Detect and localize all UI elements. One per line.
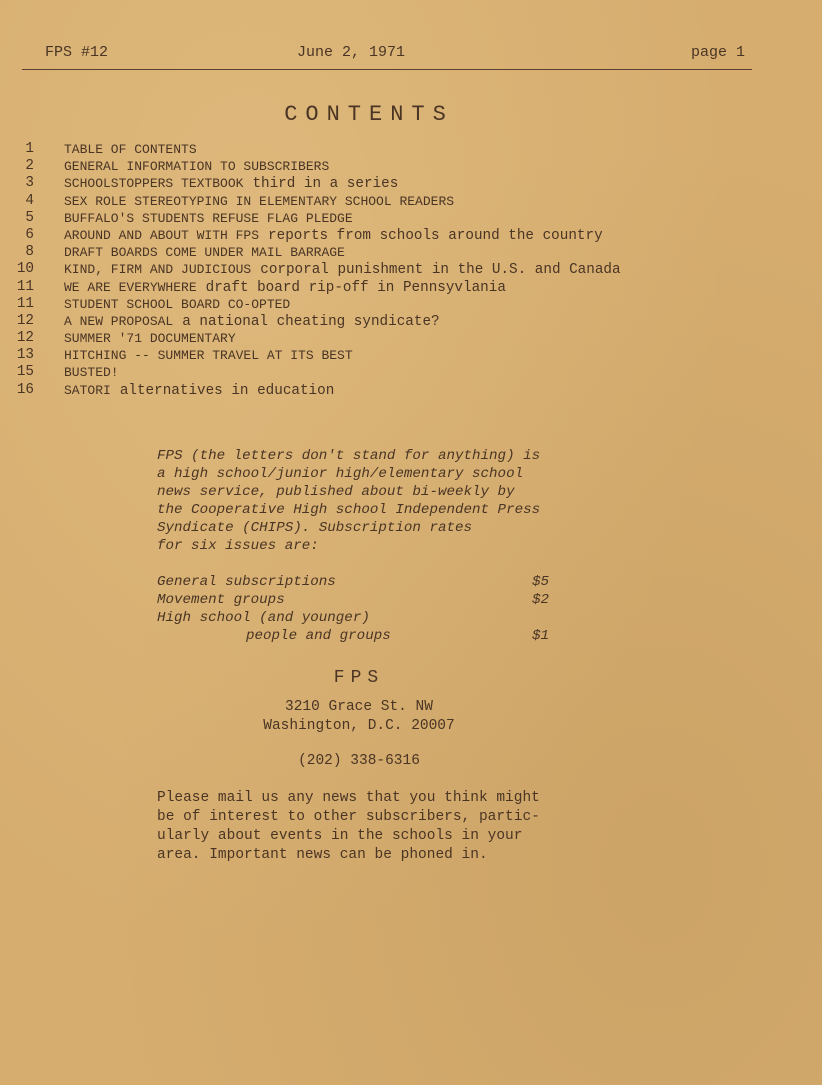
- rate-label: General subscriptions: [157, 574, 336, 590]
- toc-title: A NEW PROPOSAL: [64, 313, 174, 329]
- toc-title: TABLE OF CONTENTS: [64, 142, 197, 157]
- toc-entry: [0, 141, 822, 158]
- rate-row: [157, 627, 577, 645]
- contents-heading: CONTENTS: [284, 102, 454, 127]
- toc-title-line: [64, 158, 329, 176]
- toc-page-number: 16: [16, 381, 34, 398]
- toc-entry: [0, 261, 822, 278]
- rate-row: [157, 591, 577, 609]
- toc-entry: [0, 313, 822, 330]
- toc-entry: [0, 175, 822, 192]
- toc-entry: [0, 210, 822, 227]
- toc-title: STUDENT SCHOOL BOARD CO-OPTED: [64, 296, 291, 312]
- toc-page-number: 8: [25, 244, 34, 261]
- toc-title: SUMMER '71 DOCUMENTARY: [64, 331, 236, 347]
- page-number: page 1: [690, 44, 745, 61]
- toc-title-line: [64, 347, 353, 365]
- intro-text: FPS (the letters don't stand for anything) is a high school/junior high/elementary school news service, published about bi-weekly by the Cooperative High school Independent Press Syndicate (CHIPS). Subscription rates for six issues are:: [157, 448, 541, 554]
- rate-amount: $5: [532, 574, 550, 590]
- toc-title-line: [64, 279, 506, 297]
- toc-title-line: [64, 193, 454, 211]
- toc-entry: [0, 364, 822, 381]
- toc-page-number: 2: [25, 158, 34, 175]
- submission-note: [157, 789, 627, 865]
- toc-subtitle: corporal punishment in the U.S. and Canada: [260, 262, 621, 279]
- toc-title-line: [64, 227, 603, 245]
- phone-number: (202) 338-6316: [298, 753, 420, 769]
- address-line-2: Washington, D.C. 20007: [263, 718, 455, 734]
- subscription-rates: [157, 573, 577, 645]
- toc-title: SEX ROLE STEREOTYPING IN ELEMENTARY SCHOOL READERS: [64, 193, 455, 209]
- toc-page-number: 13: [16, 347, 34, 364]
- toc-title-line: [64, 261, 621, 279]
- toc-title-line: [64, 244, 345, 262]
- rate-row: [157, 573, 577, 591]
- toc-subtitle: draft board rip-off in Pennsyvlania: [205, 279, 506, 296]
- toc-title: GENERAL INFORMATION TO SUBSCRIBERS: [64, 159, 330, 175]
- mailing-address: [0, 698, 718, 736]
- toc-title: BUSTED!: [64, 365, 119, 381]
- toc-entry: [0, 330, 822, 347]
- toc-title: AROUND AND ABOUT WITH FPS: [64, 227, 260, 243]
- intro-paragraph: [157, 447, 677, 555]
- toc-page-number: 5: [25, 209, 34, 226]
- toc-title-line: [64, 141, 197, 159]
- toc-title: HITCHING -- SUMMER TRAVEL AT ITS BEST: [64, 348, 353, 364]
- toc-entry: [0, 382, 822, 399]
- toc-title-line: [64, 210, 353, 228]
- toc-subtitle: a national cheating syndicate?: [182, 313, 440, 330]
- toc-page-number: 11: [16, 295, 34, 312]
- toc-page-number: 11: [16, 278, 34, 295]
- toc-page-number: 12: [16, 330, 34, 347]
- toc-page-number: 12: [16, 312, 34, 329]
- toc-entry: [0, 296, 822, 313]
- toc-title: KIND, FIRM AND JUDICIOUS: [64, 262, 252, 278]
- org-name: FPS: [333, 668, 385, 688]
- toc-title-line: [64, 175, 398, 193]
- rate-row: [157, 609, 577, 627]
- table-of-contents: [0, 141, 822, 399]
- toc-page-number: 1: [25, 141, 34, 157]
- toc-title: WE ARE EVERYWHERE: [64, 279, 197, 295]
- toc-title-line: [64, 382, 334, 400]
- rate-amount: $2: [532, 592, 550, 608]
- toc-subtitle: third in a series: [252, 176, 399, 193]
- toc-entry: [0, 227, 822, 244]
- toc-title-line: [64, 313, 440, 331]
- toc-title-line: [64, 296, 290, 314]
- address-line-1: 3210 Grace St. NW: [285, 699, 433, 715]
- toc-subtitle: reports from schools around the country: [268, 227, 603, 244]
- page-header: [45, 44, 745, 64]
- toc-entry: [0, 158, 822, 175]
- toc-page-number: 4: [25, 192, 34, 209]
- rate-label: Movement groups: [157, 592, 285, 608]
- toc-subtitle: alternatives in education: [119, 382, 335, 399]
- rate-label: people and groups: [246, 628, 391, 644]
- toc-page-number: 3: [25, 175, 34, 192]
- toc-entry: [0, 244, 822, 261]
- toc-page-number: 6: [25, 226, 34, 243]
- toc-title: SCHOOLSTOPPERS TEXTBOOK: [64, 176, 244, 192]
- issue-date: June 2, 1971: [297, 44, 406, 61]
- issue-number: FPS #12: [45, 44, 109, 61]
- toc-title: SATORI: [64, 382, 111, 398]
- toc-entry: [0, 193, 822, 210]
- toc-entry: [0, 347, 822, 364]
- toc-page-number: 15: [16, 364, 34, 381]
- toc-page-number: 10: [16, 261, 34, 278]
- header-rule: [22, 69, 752, 70]
- toc-entry: [0, 279, 822, 296]
- rate-label: High school (and younger): [157, 610, 370, 626]
- toc-title-line: [64, 330, 236, 348]
- note-text: Please mail us any news that you think might be of interest to other subscribers, partic- ularly about events in the schools in your area. Important news can be phoned in.: [157, 790, 540, 863]
- toc-title: BUFFALO'S STUDENTS REFUSE FLAG PLEDGE: [64, 210, 353, 226]
- rate-amount: $1: [532, 628, 550, 644]
- toc-title-line: [64, 364, 119, 382]
- toc-title: DRAFT BOARDS COME UNDER MAIL BARRAGE: [64, 245, 345, 261]
